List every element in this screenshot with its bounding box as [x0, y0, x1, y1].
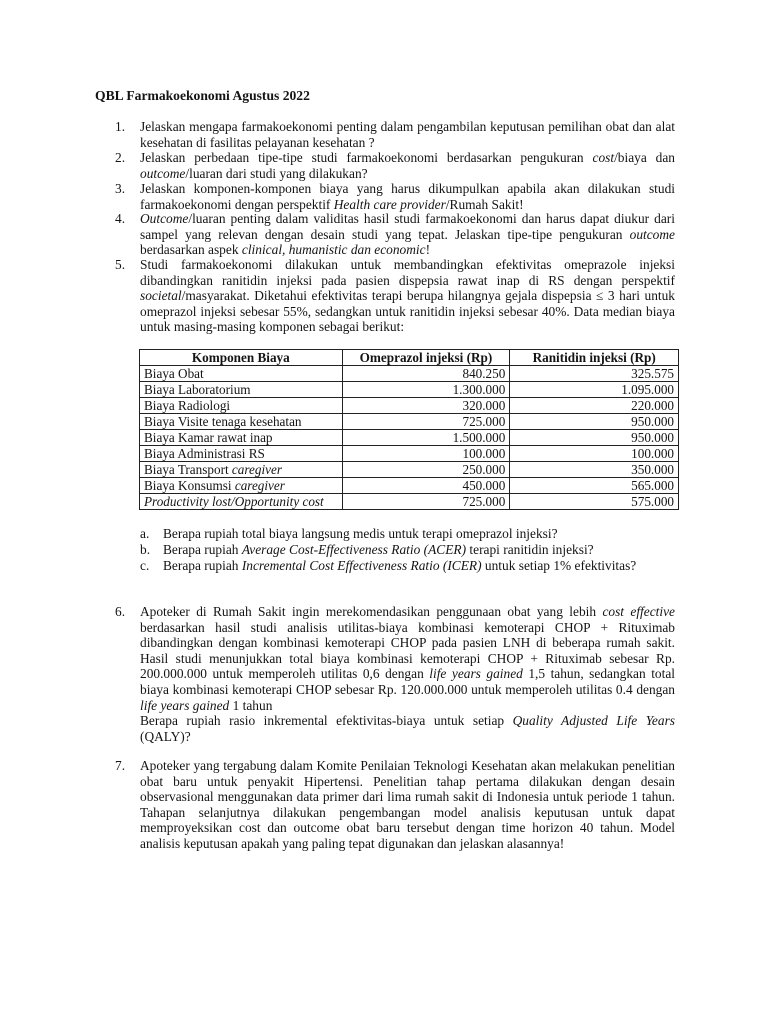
cost-component-label — [140, 446, 343, 462]
text-run: Jelaskan mengapa farmakoekonomi penting dalam pengambilan keputusan pemilihan obat dan alat kesehatan di fasilitas pelayanan kesehatan ? — [140, 119, 675, 150]
column-header-component: Komponen Biaya — [140, 350, 343, 366]
sub-question-text — [163, 526, 558, 542]
ranitidin-cost: 1.095.000 — [510, 382, 679, 398]
table-row — [140, 382, 679, 398]
italic-text: caregiver — [231, 461, 282, 477]
column-header-omeprazol: Omeprazol injeksi (Rp) — [342, 350, 510, 366]
omeprazol-cost: 450.000 — [342, 478, 510, 494]
text-run: Berapa rupiah rasio inkremental efektivitas-biaya untuk setiap — [140, 713, 513, 729]
italic-text: societal — [140, 288, 182, 304]
text-run: Apoteker di Rumah Sakit ingin merekomendasikan penggunaan obat yang lebih — [140, 604, 603, 619]
text-run: Jelaskan komponen-komponen biaya yang harus dikumpulkan apabila akan dilakukan studi farmakoekonomi dengan perspektif — [140, 181, 675, 212]
ranitidin-cost: 100.000 — [510, 446, 679, 462]
omeprazol-cost: 100.000 — [342, 446, 510, 462]
italic-text: life years gained — [429, 666, 523, 682]
sub-question — [140, 542, 680, 558]
text-run: Jelaskan perbedaan tipe-tipe studi farmakoekonomi berdasarkan pengukuran — [140, 150, 593, 165]
omeprazol-cost: 1.500.000 — [342, 430, 510, 446]
table-row — [140, 494, 679, 510]
italic-text: caregiver — [234, 477, 285, 493]
italic-text: cost — [592, 150, 615, 165]
question-text — [140, 211, 675, 258]
italic-text: clinical, humanistic dan economic — [241, 242, 426, 258]
question-text — [140, 758, 675, 852]
question-number: 7. — [115, 758, 126, 773]
question-text — [140, 257, 675, 335]
question-number: 5. — [115, 257, 126, 272]
ranitidin-cost: 350.000 — [510, 462, 679, 478]
text-run: Biaya Konsumsi — [144, 477, 235, 493]
italic-text: Quality Adjusted Life Years — [512, 713, 675, 729]
italic-text: Incremental Cost Effectiveness Ratio (ICER) — [241, 558, 482, 573]
sub-question-letter: b. — [140, 542, 151, 557]
ranitidin-cost: 950.000 — [510, 414, 679, 430]
question-number: 2. — [115, 150, 126, 165]
sub-question — [140, 526, 680, 542]
text-run: Berapa rupiah — [163, 558, 242, 573]
question-number: 6. — [115, 604, 126, 619]
question-number: 4. — [115, 211, 126, 226]
question-text — [140, 150, 675, 181]
omeprazol-cost: 725.000 — [342, 414, 510, 430]
cost-component-label — [140, 478, 343, 494]
cost-table — [139, 349, 679, 510]
text-run: terapi ranitidin injeksi? — [466, 542, 594, 557]
text-run: Apoteker yang tergabung dalam Komite Penilaian Teknologi Kesehatan akan melakukan penelitian obat baru untuk penyakit Hipertensi. Penelitian tahap pertama dilakukan dengan desain observasional menggunakan data primer dari lima rumah sakit di Indonesia untuk periode 1 tahun. Tahapan selanjutnya dilakukan pengembangan model analisis keputusan untuk dapat memproyeksikan cost dan outcome obat baru tersebut dengan time horizon 40 tahun. Model analisis keputusan apakah yang paling tepat digunakan dan jelaskan alasannya! — [140, 758, 675, 851]
cost-component-label — [140, 366, 343, 382]
sub-question — [140, 558, 680, 574]
italic-text: Average Cost-Effectiveness Ratio (ACER) — [241, 542, 467, 557]
question-text — [140, 604, 675, 744]
text-run: /Rumah Sakit! — [445, 196, 524, 212]
ranitidin-cost: 575.000 — [510, 494, 679, 510]
cost-component-label — [140, 414, 343, 430]
sub-question-letter: a. — [140, 526, 150, 541]
text-run: Biaya Visite tenaga kesehatan — [144, 413, 302, 429]
text-run: 1,5 tahun, sedangkan total biaya kombinasi kemoterapi CHOP sebesar Rp. 120.000.000 untuk memperoleh utilitas 0.4 dengan — [140, 666, 675, 697]
text-run: Biaya Radiologi — [144, 397, 231, 413]
ranitidin-cost: 950.000 — [510, 430, 679, 446]
ranitidin-cost: 325.575 — [510, 366, 679, 382]
table-header-row — [140, 350, 679, 366]
italic-text: cost effective — [602, 604, 675, 619]
question-text — [140, 119, 675, 150]
italic-text: outcome — [140, 165, 186, 181]
text-run: ! — [425, 242, 431, 258]
table-row — [140, 478, 679, 494]
question-6 — [115, 604, 675, 744]
question-7 — [115, 758, 675, 852]
text-run: /luaran dari studi yang dilakukan? — [185, 165, 368, 181]
table-row — [140, 446, 679, 462]
cost-component-label — [140, 398, 343, 414]
omeprazol-cost: 320.000 — [342, 398, 510, 414]
text-run: berdasarkan aspek — [140, 242, 242, 258]
text-run: /luaran penting dalam validitas hasil studi farmakoekonomi dan harus dapat diukur dari sampel yang relevan dengan desain studi yang tepat. Jelaskan tipe-tipe pengukuran — [140, 211, 675, 242]
ranitidin-cost: 220.000 — [510, 398, 679, 414]
sub-question-text — [163, 558, 636, 574]
text-run: /biaya dan — [614, 150, 675, 165]
text-run: Biaya Administrasi RS — [144, 445, 265, 461]
text-run: berdasarkan hasil studi analisis utilitas-biaya kombinasi kemoterapi CHOP + Rituximab dibandingkan dengan kombinasi kemoterapi CHOP pada pasien LNH di beberapa rumah sakit. Hasil studi menunjukkan total biaya kombinasi kemoterapi CHOP + Rituximab sebesar Rp. 200.000.000 untuk memperoleh utilitas 0,6 dengan — [140, 619, 675, 682]
text-run: Studi farmakoekonomi dilakukan untuk membandingkan efektivitas omeprazole injeksi dibandingkan ranitidin injeksi pada pasien dispepsia rawat inap di RS dengan perspektif — [140, 257, 675, 288]
text-run: /masyarakat. Diketahui efektivitas terapi berupa hilangnya gejala dispepsia ≤ 3 hari untuk omeprazol injeksi sebesar 55%, sedangkan untuk ranitidin injeksi sebesar 40%. Data median biaya untuk masing-masing komponen sebagai berikut: — [140, 288, 675, 335]
column-header-ranitidin: Ranitidin injeksi (Rp) — [510, 350, 679, 366]
text-run: (QALY)? — [140, 728, 191, 744]
cost-component-label — [140, 462, 343, 478]
cost-table-body — [140, 366, 679, 510]
omeprazol-cost: 1.300.000 — [342, 382, 510, 398]
italic-text: outcome — [629, 226, 675, 242]
italic-text: Productivity lost/Opportunity cost — [144, 493, 324, 509]
cost-component-label — [140, 382, 343, 398]
sub-question-letter: c. — [140, 558, 150, 573]
omeprazol-cost: 250.000 — [342, 462, 510, 478]
table-row — [140, 398, 679, 414]
omeprazol-cost: 840.250 — [342, 366, 510, 382]
question-2 — [115, 150, 675, 181]
text-run: untuk setiap 1% efektivitas? — [481, 558, 637, 573]
text-run: Biaya Kamar rawat inap — [144, 429, 273, 445]
question-text — [140, 181, 675, 212]
table-row — [140, 366, 679, 382]
document-title: QBL Farmakoekonomi Agustus 2022 — [95, 88, 310, 103]
text-run: Biaya Laboratorium — [144, 381, 251, 397]
text-run: Biaya Transport — [144, 461, 232, 477]
italic-text: Outcome — [140, 211, 189, 226]
sub-question-text — [163, 542, 594, 558]
question-5 — [115, 257, 675, 335]
text-run: 1 tahun — [229, 697, 273, 713]
table-row — [140, 462, 679, 478]
question-number: 3. — [115, 181, 126, 196]
text-run: Berapa rupiah — [163, 542, 242, 557]
cost-component-label — [140, 430, 343, 446]
text-run: Biaya Obat — [144, 365, 204, 381]
table-row — [140, 414, 679, 430]
italic-text: Health care provider — [333, 196, 446, 212]
italic-text: life years gained — [140, 697, 230, 713]
table-row — [140, 430, 679, 446]
question-3 — [115, 181, 675, 212]
text-run: Berapa rupiah total biaya langsung medis untuk terapi omeprazol injeksi? — [163, 526, 558, 541]
ranitidin-cost: 565.000 — [510, 478, 679, 494]
omeprazol-cost: 725.000 — [342, 494, 510, 510]
question-1 — [115, 119, 675, 150]
question-number: 1. — [115, 119, 126, 134]
cost-component-label — [140, 494, 343, 510]
question-4 — [115, 211, 675, 258]
sub-questions — [140, 526, 680, 574]
